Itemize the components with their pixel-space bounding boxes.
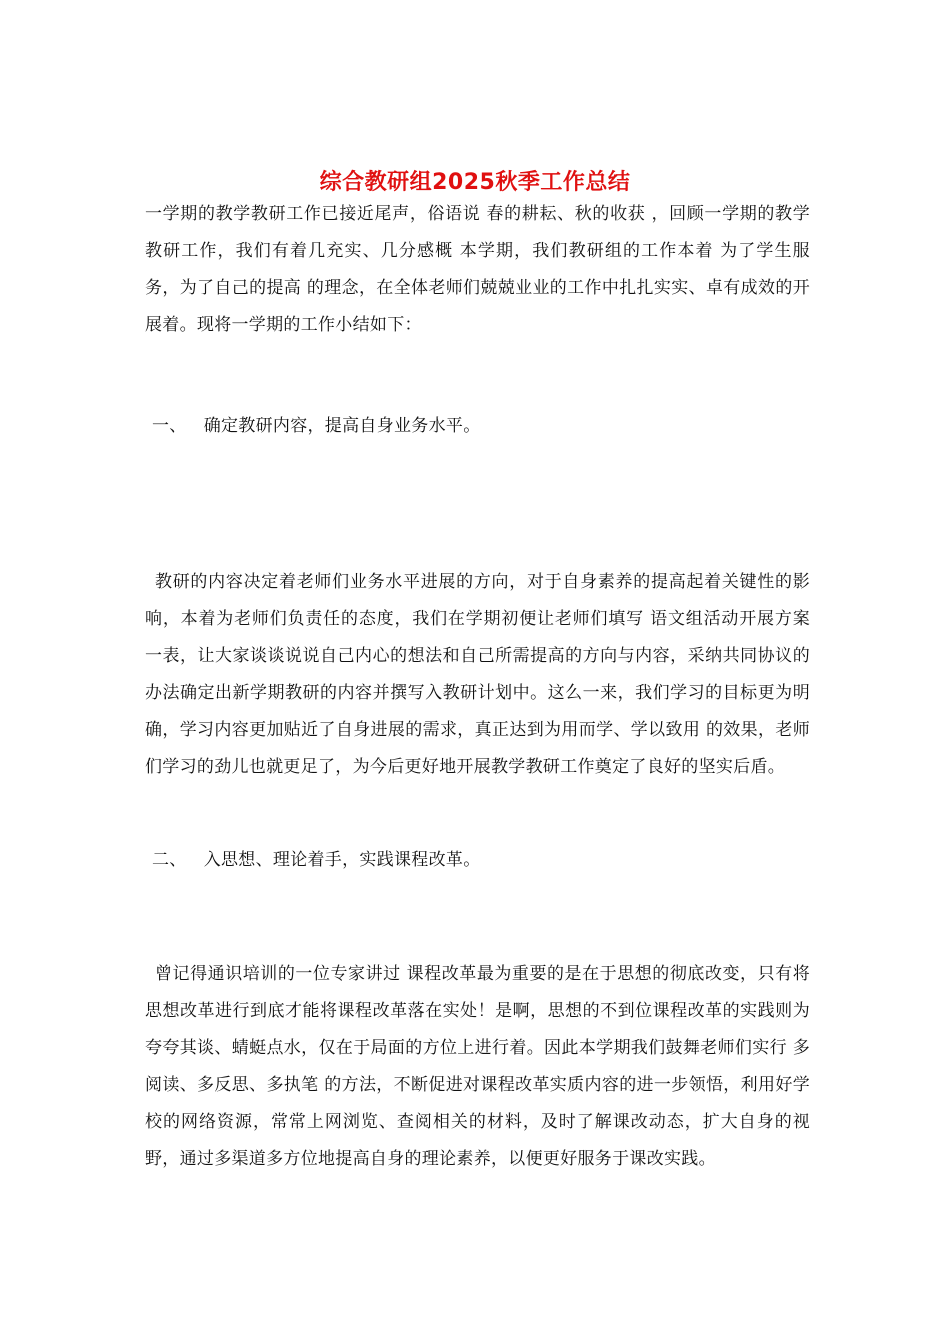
section-1-body: 教研的内容决定着老师们业务水平进展的方向，对于自身素养的提高起着关键性的影响，本着为老师们负责任的态度，我们在学期初便让老师们填写 语文组活动开展方案 一表，让大家谈谈说说自己内心的想法和自己所需提高的方向与内容，采纳共同协议的办法确定出新学期教研的内容并撰写入教研计划中。这么一来，我们学习的目标更为明确，学习内容更加贴近了自身进展的需求，真正达到为用而学、学以致用 的效果，老师们学习的劲儿也就更足了，为今后更好地开展教学教研工作奠定了良好的坚实后盾。	[145, 572, 810, 777]
section-2-body: 曾记得通识培训的一位专家讲过 课程改革最为重要的是在于思想的彻底改变，只有将思想改革进行到底才能将课程改革落在实处！是啊，思想的不到位课程改革的实践则为夸夸其谈、蜻蜓点水，仅在于局面的方位上进行着。因此本学期我们鼓舞老师们实行 多阅读、多反思、多执笔 的方法，不断促进对课程改革实质内容的进一步领悟，利用好学校的网络资源，常常上网浏览、查阅相关的材料，及时了解课改动态，扩大自身的视野，通过多渠道多方位地提高自身的理论素养，以便更好服务于课改实践。	[145, 964, 810, 1169]
intro-paragraph: 一学期的教学教研工作已接近尾声，俗语说 春的耕耘、秋的收获 ，回顾一学期的教学教研工作，我们有着几充实、几分感概 本学期，我们教研组的工作本着 为了学生服务，为了自己的提高 的理念，在全体老师们兢兢业业的工作中扎扎实实、卓有成效的开展着。现将一学期的工作小结如下：	[145, 204, 810, 335]
section-1-heading: 一、 确定教研内容，提高自身业务水平。	[152, 416, 481, 436]
document-title: 综合教研组2025秋季工作总结	[319, 169, 631, 195]
section-2-heading: 二、 入思想、理论着手，实践课程改革。	[152, 850, 481, 870]
